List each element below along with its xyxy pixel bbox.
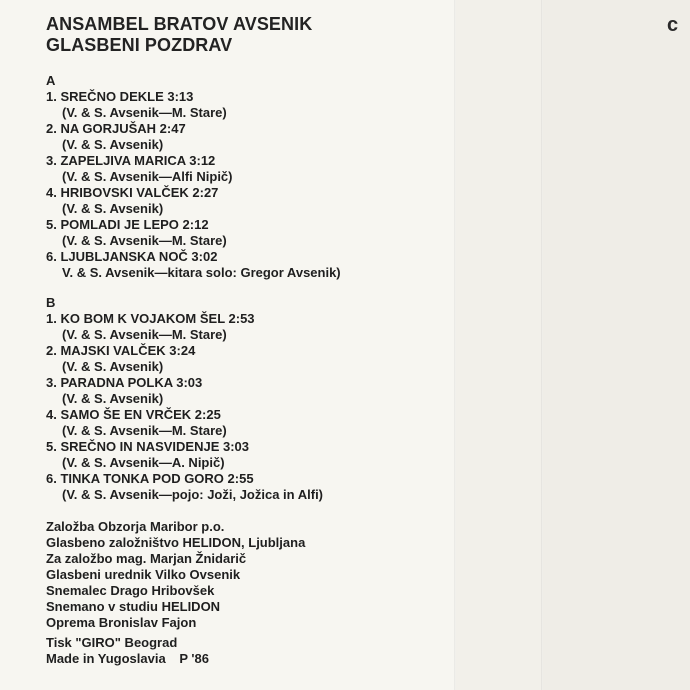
track-credit: (V. & S. Avsenik—Alfi Nipič) [62,169,233,184]
track-title: 5. POMLADI JE LEPO 2:12 [46,217,209,232]
credit-line: Snemano v studiu HELIDON [46,599,221,614]
track-credit: (V. & S. Avsenik—M. Stare) [62,327,227,342]
side-b-tracklist [46,311,446,503]
track-credit: (V. & S. Avsenik) [62,391,164,406]
track-title: 2. MAJSKI VALČEK 3:24 [46,343,196,358]
made-in-text: Made in Yugoslavia [46,651,166,666]
track-title: 6. TINKA TONKA POD GORO 2:55 [46,471,254,486]
fold-line [454,0,456,690]
side-a-tracklist [46,89,446,281]
track-title: 4. SAMO ŠE EN VRČEK 2:25 [46,407,221,422]
made-in-line [46,651,446,667]
track-title: 5. SREČNO IN NASVIDENJE 3:03 [46,439,250,454]
insert-back-panel [542,0,690,690]
track-title: 3. PARADNA POLKA 3:03 [46,375,203,390]
track-item [46,217,446,249]
credit-line: Glasbeno založništvo HELIDON, Ljubljana [46,535,306,550]
track-item [46,311,446,343]
track-title: 6. LJUBLJANSKA NOČ 3:02 [46,249,218,264]
track-item [46,407,446,439]
track-title: 4. HRIBOVSKI VALČEK 2:27 [46,185,219,200]
track-credit: (V. & S. Avsenik—A. Nipič) [62,455,225,470]
track-credit: (V. & S. Avsenik) [62,137,164,152]
track-item [46,89,446,121]
track-credit: (V. & S. Avsenik—M. Stare) [62,423,227,438]
fold-line [541,0,543,690]
copyright-year: P '86 [179,651,209,666]
artist-title: ANSAMBEL BRATOV AVSENIK [46,14,313,34]
album-title: GLASBENI POZDRAV [46,35,233,55]
insert-spine-panel [455,0,542,690]
track-item [46,121,446,153]
track-item [46,343,446,375]
credit-line: Snemalec Drago Hribovšek [46,583,215,598]
track-credit: (V. & S. Avsenik) [62,359,164,374]
track-item [46,249,446,281]
track-title: 1. SREČNO DEKLE 3:13 [46,89,194,104]
track-credit: (V. & S. Avsenik) [62,201,164,216]
track-item [46,375,446,407]
track-credit: (V. & S. Avsenik—M. Stare) [62,233,227,248]
track-item [46,153,446,185]
cassette-insert-text [46,14,446,667]
track-item [46,185,446,217]
corner-mark: ɔ [667,15,679,37]
credit-line: Za založbo mag. Marjan Žnidarič [46,551,247,566]
track-title: 2. NA GORJUŠAH 2:47 [46,121,186,136]
track-title: 1. KO BOM K VOJAKOM ŠEL 2:53 [46,311,255,326]
credit-line: Oprema Bronislav Fajon [46,615,197,630]
track-credit: (V. & S. Avsenik—pojo: Joži, Jožica in Alfi) [62,487,324,502]
track-item [46,439,446,471]
track-title: 3. ZAPELJIVA MARICA 3:12 [46,153,216,168]
production-credits [46,519,446,667]
side-a-label: A [46,73,56,88]
track-credit: (V. & S. Avsenik—M. Stare) [62,105,227,120]
credit-line: Založba Obzorja Maribor p.o. [46,519,225,534]
track-item [46,471,446,503]
track-credit: V. & S. Avsenik—kitara solo: Gregor Avsenik) [62,265,341,280]
print-credit: Tisk "GIRO" Beograd [46,635,178,650]
credit-line: Glasbeni urednik Vilko Ovsenik [46,567,241,582]
side-b-label: B [46,295,56,310]
